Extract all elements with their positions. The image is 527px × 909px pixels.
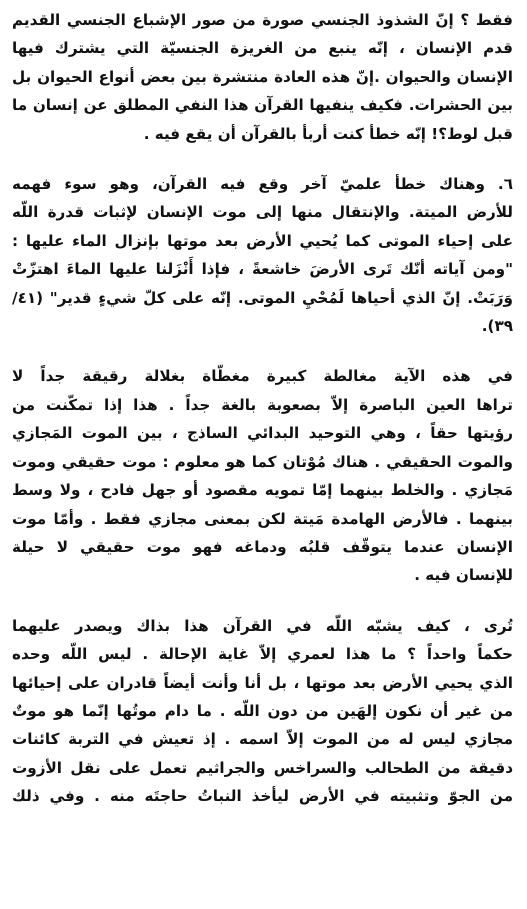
text-line: مجازي ليس له من الموت إلاّ اسمه . إذ تعيش في التربة كائنات <box>12 730 513 749</box>
text-line: من غير أن نكون إلهَين من دون اللّه . ما دام موتُها إنّما هو موتٌ <box>12 701 513 720</box>
text-line: بينهما . فالأرض الهامدة مَيتة لكن بمعنى مجازي فقط . وأمّا موت <box>12 509 513 528</box>
text-line: والموت الحقيقي . هناك مُوْتان كما هو معلوم : موت حقيقي وموت <box>12 452 513 471</box>
text-line: بين الحشرات. فكيف ينفيها القرآن هذا النفي المطلق عن إنسان ما <box>12 96 513 115</box>
text-line: على إحياء الموتى كما يُحيي الأرض بعد موتها بإنزال الماء عليها : <box>12 231 513 250</box>
text-line: دقيقة من الطحالب والسراخس والجراثيم تعمل على نقل الأزوت <box>12 758 513 777</box>
text-line: الإنسان عندما يتوقّف قلبُه ودماغه فهو موت حقيقي لا حيلة <box>12 537 513 556</box>
quran-quote-line: وَرَبَتْ. إنّ الذي أحياها لَمُحْيِ الموتى. إنّه على كلّ شيءٍ قدير" (٤١/ <box>12 288 513 307</box>
text-line: حكماً واحداً ؟ ما هذا لعمري إلاّ غاية الإحالة . ليس اللّه وحده <box>12 645 513 664</box>
verse-reference: ٣٩). <box>481 317 513 336</box>
text-line: تُرى ، كيف يشبّه اللّه في القرآن هذا بذاك ويصدر عليهما <box>12 616 513 635</box>
text-line: ٦. وهناك خطأ علميّ آخر وقع فيه القرآن، وهو سوء فهمه <box>12 175 513 194</box>
text-line: رؤيتها حقاً ، وهي التوحيد البدائي الساذج ، بين الموت المَجازي <box>12 424 513 443</box>
text-line: قدم الإنسان ، إنّه ينبع من الغريزة الجنسيّة التي يشترك فيها <box>12 39 513 58</box>
paragraph-point-6 <box>12 170 513 340</box>
text-line: الإنسان والحيوان .إنّ هذه العادة منتشرة بين بعض أنواع الحيوان بل <box>12 67 513 86</box>
paragraph-fallacy <box>12 362 513 589</box>
text-line: الذي يحيي الأرض بعد موتها ، بل أنا وأنت أيضاً قادران على إحيائها <box>12 673 513 692</box>
text-line: قبل لوط؟! إنّه خطأ كنت أربأ بالقرآن أن يقع فيه . <box>143 124 513 143</box>
text-line: فقط ؟ إنّ الشذوذ الجنسي صورة من صور الإشباع الجنسي القديم <box>12 11 513 29</box>
text-line: في هذه الآية مغالطة كبيرة مغطّاة بغلالة رقيقة جداً لا <box>12 367 513 386</box>
text-line: مَجازي . والخلط بينهما إمّا تمويه مقصود أو جهل فادح ، ولا وسط <box>12 481 513 500</box>
paragraph-comparison <box>12 612 513 811</box>
text-line: من الجوّ وتثبيته في الأرض ليأخذ النباتُ حاجتَه منه . وفي ذلك <box>12 787 513 806</box>
quran-quote-line: "ومن آياته أنّك تَرى الأرضَ خاشعةً ، فإذا أَنْزَلنا عليها الماءَ اهتزّتْ <box>12 260 513 279</box>
paragraph-homosexuality-critique <box>12 6 513 148</box>
text-line: للإنسان فيه . <box>414 566 513 585</box>
text-line: للأرض الميتة. والإنتقال منها إلى موت الإنسان لإثبات قدرة اللّه <box>12 203 513 222</box>
text-line: تراها العين الباصرة إلاّ بصعوبة بالغة جداً . هذا إذا تمكّنت من <box>12 395 513 414</box>
